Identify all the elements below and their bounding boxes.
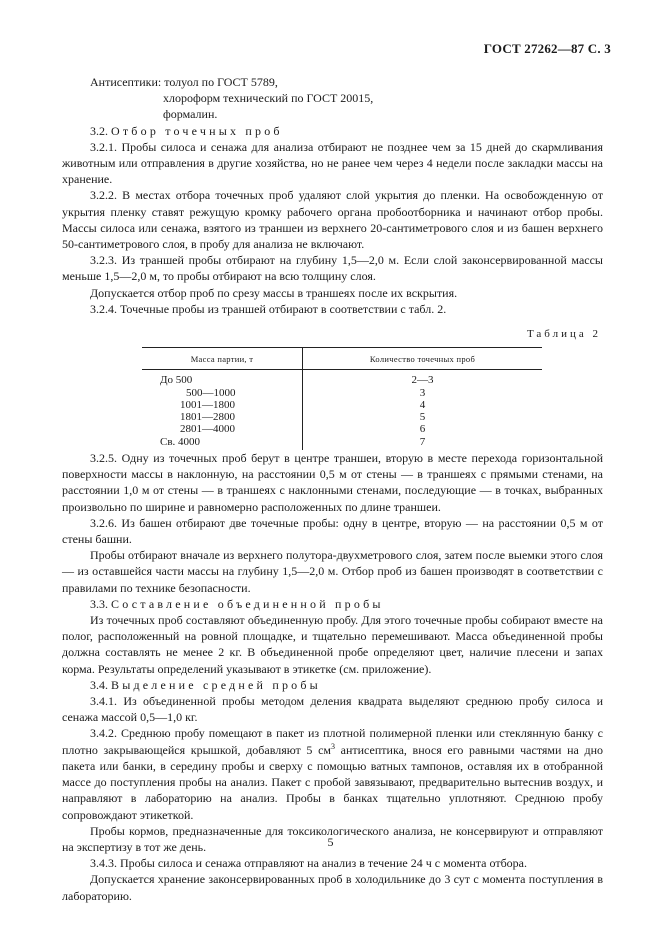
- section-title: Отбор точечных проб: [111, 123, 283, 138]
- section-heading-3-2: [62, 123, 603, 139]
- table-row: [142, 436, 542, 450]
- table-cell-mass: 1801—2800: [180, 411, 235, 424]
- paragraph-3-2-3: 3.2.3. Из траншей пробы отбирают на глубину 1,5—2,0 м. Если слой законсервированной массы меньше 1,5—2,0 м, то пробы отбирают на всю толщину слоя.: [62, 253, 603, 284]
- paragraph-3-4-3b: Допускается хранение законсервированных проб в холодильнике до 3 сут с момента поступления в лабораторию.: [62, 872, 603, 903]
- page-content: [62, 74, 603, 904]
- antiseptics-line-2: хлороформ технический по ГОСТ 20015,: [163, 91, 374, 106]
- section-title: Составление объединенной пробы: [111, 596, 384, 611]
- paragraph-3-4-3: 3.4.3. Пробы силоса и сенажа отправляют на анализ в течение 24 ч с момента отбора.: [90, 856, 528, 871]
- page-header-doc-ref: ГОСТ 27262—87 С. 3: [483, 41, 611, 56]
- table-row: [142, 423, 542, 435]
- paragraph-3-4-2-part-a: 3.4.2. Среднюю пробу помещают в пакет из плотной полимерной пленки или стеклянную банку с плотно закрывающейся крышкой, добавляют 5 см: [62, 726, 603, 757]
- table-row: [142, 387, 542, 399]
- section-number: 3.4.: [90, 677, 108, 692]
- table-header-count: Количество точечных проб: [303, 348, 543, 370]
- paragraph-3-2-3b: Допускается отбор проб по срезу массы в траншеях после их вскрытия.: [90, 285, 458, 300]
- table-header-mass: Масса партии, т: [142, 348, 303, 370]
- paragraph-3-2-6b: Пробы отбирают вначале из верхнего полутора-двухметрового слоя, затем после выемки этого слоя — из оставшейся части массы на глубину 1,5—2,0 м. Отбор проб из башен производят в соответствии с правилами по технике безопасности.: [62, 548, 603, 595]
- antiseptics-list: [62, 74, 603, 123]
- section-title: Выделение средней пробы: [111, 677, 321, 692]
- paragraph-3-4-1: 3.4.1. Из объединенной пробы методом деления квадрата выделяют среднюю пробу силоса и сенажа массой 0,5—1,0 кг.: [62, 694, 603, 725]
- table-row: [142, 411, 542, 423]
- section-heading-3-3: [62, 596, 603, 612]
- section-heading-3-4: [62, 677, 603, 693]
- antiseptics-line-3: формалин.: [163, 107, 218, 122]
- table-row: [142, 399, 542, 411]
- table-caption: Таблица 2: [526, 328, 601, 341]
- table-cell-count: 3: [419, 386, 426, 399]
- table-cell-count: 5: [419, 411, 426, 424]
- paragraph-3-2-1: 3.2.1. Пробы силоса и сенажа для анализа отбирают не позднее чем за 15 дней до скармливания животным или отправления в другие хозяйства, но не ранее чем через 4 недели после закладки массы на хранение.: [62, 139, 603, 187]
- section-number: 3.3.: [90, 596, 108, 611]
- table-cell-count: 7: [419, 435, 426, 448]
- superscript-cubic: 3: [331, 741, 335, 751]
- table-row: [142, 370, 542, 387]
- paragraph-3-4-2-part-b: антисептика, внося его равными частями на дно пакета или банки, в середину пробы и сверху с помощью ватных тампонов, оставляя их в отобранной массе до поступления пробы на анализ. Пакет с пробой завязывают, предварительно вытеснив воздух, и направляют в лабораторию на анализ. Пробы в банках тщательно уплотняют. Среднюю пробу сопровождают этикеткой.: [62, 742, 603, 822]
- table-2: [142, 347, 542, 450]
- section-number: 3.2.: [90, 123, 108, 138]
- paragraph-3-2-6: 3.2.6. Из башен отбирают две точечные пробы: одну в центре, вторую — на расстоянии 0,5 м от стены башни.: [62, 515, 603, 547]
- table-cell-mass: 2801—4000: [180, 423, 235, 436]
- table-cell-mass: 500—1000: [186, 386, 236, 399]
- table-cell-mass: До 500: [160, 374, 193, 387]
- table-cell-count: 2—3: [411, 374, 434, 387]
- antiseptics-line-1: Антисептики: толуол по ГОСТ 5789,: [90, 75, 278, 89]
- paragraph-3-3: Из точечных проб составляют объединенную пробу. Для этого точечные пробы собирают вместе на полог, расположенный на ровной площадке, и тщательно перемешивают. Масса объединенной пробы должна составлять не менее 2 кг. В объединенной пробе определяют цвет, наличие плесени и запах корма. Результаты определений указывают в этикетке (см. приложение).: [62, 613, 603, 676]
- paragraph-3-4-2: [62, 725, 603, 822]
- page-number: 5: [327, 835, 334, 849]
- paragraph-3-2-2: 3.2.2. В местах отбора точечных проб удаляют слой укрытия до пленки. На освобожденную от укрытия пленку ставят режущую кромку рабочего органа пробоотборника и начинают отбор пробы. Массы силоса или сенажа, взятого из траншеи из верхнего 20-сантиметрового слоя и из башен верхнего 50-сантиметрового слоя, в пробу для анализа не включают.: [62, 188, 603, 252]
- table-cell-mass: Св. 4000: [160, 435, 201, 448]
- paragraph-3-4-2b: Пробы кормов, предназначенные для токсикологического анализа, не консервируют и отправляют на экспертизу в тот же день.: [62, 823, 603, 854]
- table-cell-mass: 1001—1800: [180, 398, 235, 411]
- table-cell-count: 6: [419, 423, 426, 436]
- table-cell-count: 4: [419, 398, 426, 411]
- paragraph-3-2-5: 3.2.5. Одну из точечных проб берут в центре траншеи, вторую в месте перехода горизонтальной поверхности массы в наклонную, на расстоянии 0,5 м от стены — в траншеях с прямыми стенами, на расстоянии 1,0 м от стены — в траншеях с наклонными стенами, последующие — в точках, выбранных произвольно по ширине и равномерно расположенных по длине траншеи.: [62, 451, 603, 514]
- paragraph-3-2-4: 3.2.4. Точечные пробы из траншей отбирают в соответствии с табл. 2.: [90, 301, 447, 316]
